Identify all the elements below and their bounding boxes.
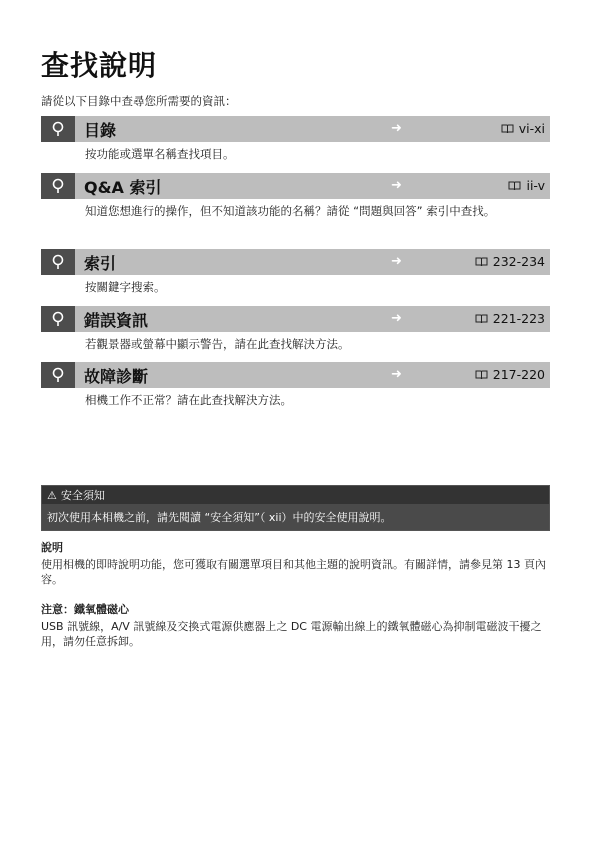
safety-header <box>42 486 549 504</box>
arrow-icon: ➜ <box>391 311 402 326</box>
note-help <box>41 540 550 587</box>
arrow-icon: ➜ <box>391 254 402 269</box>
section-title: 故障診斷 <box>84 366 149 386</box>
section-bar[interactable] <box>41 116 550 142</box>
section-description: 相機工作不正常？請在此查找解決方法。 <box>85 393 292 407</box>
section-2 <box>41 173 550 219</box>
warning-icon: ⚠ <box>47 488 57 502</box>
note-title: 說明 <box>41 541 63 554</box>
page-reference[interactable] <box>508 178 545 193</box>
safety-text: 初次使用本相機之前，請先閱讀 “安全須知”（ xii）中的安全使用說明。 <box>42 504 549 530</box>
note-ferrite <box>41 602 550 649</box>
section-title: Q&A 索引 <box>84 177 162 197</box>
note-body: 使用相機的即時說明功能，您可獲取有關選單項目和其他主題的說明資訊。有關詳情，請參見第 13 頁內容。 <box>41 558 546 586</box>
page-reference-text: 232-234 <box>492 254 545 269</box>
arrow-icon: ➜ <box>391 178 402 193</box>
section-3 <box>41 249 550 295</box>
section-description: 知道您想進行的操作，但不知道該功能的名稱？請從 “問題與回答” 索引中查找。 <box>85 204 496 218</box>
magnifier-icon <box>41 249 75 275</box>
safety-box <box>41 485 550 531</box>
page-title: 查找說明 <box>41 49 158 82</box>
section-title: 索引 <box>84 253 117 273</box>
book-icon <box>501 124 514 134</box>
page-reference-text: 217-220 <box>492 367 545 382</box>
book-icon <box>508 181 521 191</box>
section-description: 按功能或選單名稱查找項目。 <box>85 147 235 161</box>
page-reference[interactable] <box>475 311 545 326</box>
section-description: 若觀景器或螢幕中顯示警告，請在此查找解決方法。 <box>85 337 350 351</box>
section-title: 錯誤資訊 <box>84 310 149 330</box>
section-bar[interactable] <box>41 306 550 332</box>
page-reference-text: vi-xi <box>518 121 545 136</box>
arrow-icon: ➜ <box>391 367 402 382</box>
intro-text: 請從以下目錄中查尋您所需要的資訊： <box>41 94 237 108</box>
safety-title: 安全須知 <box>60 489 105 502</box>
page-reference[interactable] <box>475 367 545 382</box>
section-bar-body <box>75 362 550 388</box>
section-bar[interactable] <box>41 362 550 388</box>
note-title: 注意：鐵氧體磁心 <box>41 603 129 616</box>
section-bar-body <box>75 306 550 332</box>
book-icon <box>475 257 488 267</box>
section-title: 目錄 <box>84 120 117 140</box>
book-icon <box>475 314 488 324</box>
arrow-icon: ➜ <box>391 121 402 136</box>
page-reference[interactable] <box>475 254 545 269</box>
magnifier-icon <box>41 306 75 332</box>
magnifier-icon <box>41 173 75 199</box>
section-bar-body <box>75 116 550 142</box>
section-description: 按關鍵字搜索。 <box>85 280 166 294</box>
book-icon <box>475 370 488 380</box>
page-reference-text: ii-v <box>526 178 545 193</box>
section-bar-body <box>75 249 550 275</box>
magnifier-icon <box>41 362 75 388</box>
magnifier-icon <box>41 116 75 142</box>
section-bar[interactable] <box>41 173 550 199</box>
page-reference-text: 221-223 <box>492 311 545 326</box>
section-1 <box>41 116 550 162</box>
section-bar[interactable] <box>41 249 550 275</box>
note-body: USB 訊號線，A/V 訊號線及交換式電源供應器上之 DC 電源輸出線上的鐵氧體磁心為抑制電磁波干擾之用，請勿任意拆卸。 <box>41 620 542 648</box>
page-reference[interactable] <box>501 121 545 136</box>
section-bar-body <box>75 173 550 199</box>
section-4 <box>41 306 550 352</box>
section-5 <box>41 362 550 408</box>
